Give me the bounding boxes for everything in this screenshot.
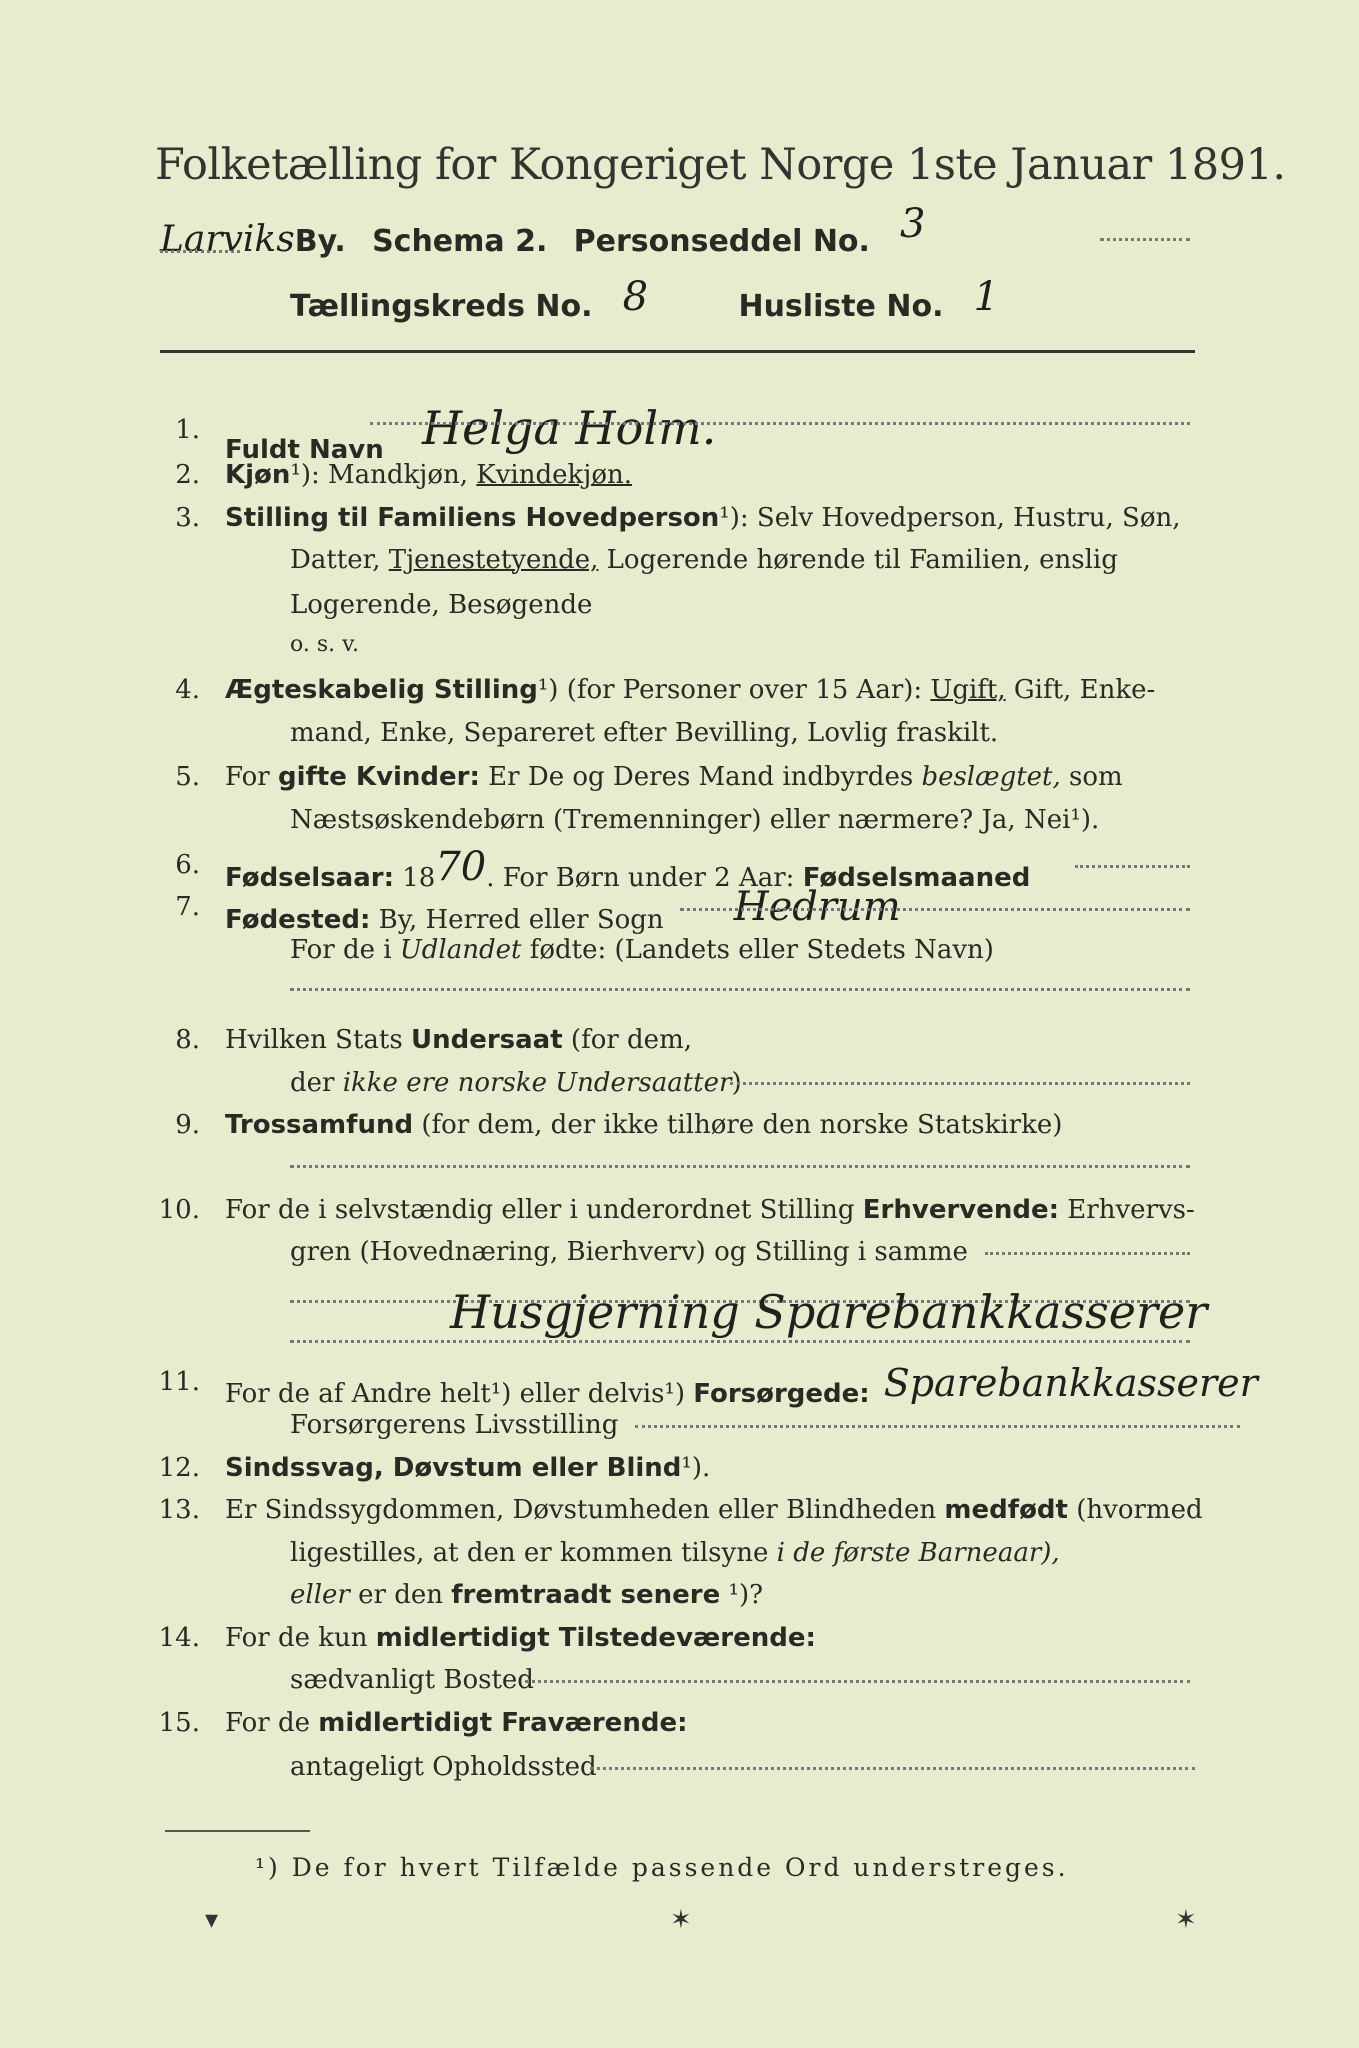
- footnote-divider: [165, 1830, 310, 1832]
- item-5-text-c: som: [1060, 762, 1123, 792]
- item-3-line-1: [225, 503, 1181, 533]
- item-4-selected-option: Ugift,: [930, 675, 1006, 705]
- item-10-number: 10.: [158, 1195, 200, 1225]
- item-13-line-1: [225, 1495, 1203, 1525]
- item-7-text-2a: For de i: [290, 935, 400, 965]
- item-15-dotted-line: [590, 1767, 1195, 1770]
- item-12-label: Sindssvag, Døvstum eller Blind: [225, 1453, 682, 1483]
- husliste-number: 1: [973, 274, 999, 320]
- item-14-number: 14.: [158, 1623, 200, 1653]
- item-4-label: Ægteskabelig Stilling: [225, 675, 538, 705]
- item-15-line-1: [225, 1708, 687, 1738]
- item-12-text: ¹).: [681, 1453, 711, 1483]
- item-11-text: For de af Andre helt¹) eller delvis¹): [225, 1379, 694, 1409]
- item-13-text-2a: ligestilles, at den er kommen tilsyne: [290, 1538, 777, 1568]
- item-11-label: Forsørgede:: [693, 1379, 870, 1409]
- kreds-label: Tællingskreds No.: [290, 289, 593, 324]
- item-14-line-1: [225, 1623, 816, 1653]
- item-13-text-a: Er Sindssygdommen, Døvstumheden eller Blindheden: [225, 1495, 945, 1525]
- by-handwritten: Larviks: [160, 219, 295, 260]
- item-13-line-2: [290, 1538, 1060, 1568]
- item-9: [225, 1110, 1062, 1140]
- husliste-label: Husliste No.: [738, 289, 944, 324]
- item-14-line-2: sædvanligt Bosted: [290, 1665, 534, 1695]
- kreds-number: 8: [622, 274, 649, 320]
- item-6-text-pre: 18: [394, 863, 436, 893]
- item-10-line-2: gren (Hovednæring, Bierhverv) og Stilling i samme: [290, 1237, 968, 1267]
- item-7-number: 7.: [175, 892, 200, 922]
- item-10-text-a: For de i selvstændig eller i underordnet Stilling: [225, 1195, 863, 1225]
- item-10-dotted-line-1: [985, 1252, 1190, 1255]
- item-4-line-1: [225, 675, 1155, 705]
- item-3-text-2a: Datter,: [290, 545, 389, 575]
- item-11-line-2: Forsørgerens Livsstilling: [290, 1410, 619, 1440]
- item-8-text-a: Hvilken Stats: [225, 1025, 411, 1055]
- item-7-line-2: [290, 935, 994, 965]
- item-13-text-3a: er den: [349, 1580, 452, 1610]
- item-13-text-3-italic: eller: [290, 1580, 350, 1610]
- item-3-line-3: Logerende, Besøgende: [290, 590, 593, 620]
- item-13-label: medfødt: [944, 1495, 1068, 1525]
- item-5-label: gifte Kvinder:: [277, 762, 480, 792]
- item-7-label: Fødested:: [225, 905, 371, 935]
- item-4-text-end: Gift, Enke-: [1005, 675, 1156, 705]
- item-6: [225, 844, 1031, 896]
- item-15-text: For de: [225, 1708, 319, 1738]
- by-dotted-line: [160, 250, 240, 253]
- item-1-label: Fuldt Navn: [225, 435, 384, 465]
- item-6-text-mid: . For Børn under 2 Aar:: [486, 863, 803, 893]
- item-7-text-italic: Udlandet: [399, 935, 522, 965]
- item-10-label: Erhvervende:: [862, 1195, 1060, 1225]
- item-1-number: 1.: [175, 415, 200, 445]
- item-1-dotted-line: [370, 422, 1190, 425]
- item-9-number: 9.: [175, 1110, 200, 1140]
- item-13-text-italic: i de første Barneaar),: [776, 1538, 1060, 1568]
- item-9-dotted-line: [290, 1165, 1190, 1168]
- item-11-line-1: [225, 1361, 1258, 1411]
- item-9-text: (for dem, der ikke tilhøre den norske Statskirke): [413, 1110, 1063, 1140]
- item-3-selected-option: Tjenestetyende,: [388, 545, 599, 575]
- item-11-number: 11.: [158, 1367, 200, 1397]
- item-6-dotted-line: [1075, 865, 1190, 868]
- item-8-line-2: [290, 1068, 742, 1098]
- personseddel-number: 3: [899, 201, 926, 247]
- stray-mark-left: ▾: [205, 1905, 219, 1935]
- item-5-text-b: Er De og Deres Mand indbyrdes: [479, 762, 922, 792]
- item-8-text-2a: der: [290, 1068, 343, 1098]
- item-2-number: 2.: [175, 460, 200, 490]
- item-11-answer: Sparebankkasserer: [883, 1361, 1258, 1405]
- schema-label: Schema 2.: [372, 224, 548, 259]
- item-13-number: 13.: [158, 1495, 200, 1525]
- item-7-answer: Hedrum: [733, 884, 901, 930]
- item-5-number: 5.: [175, 762, 200, 792]
- item-1-answer: Helga Holm.: [422, 401, 717, 455]
- item-5-line-2: Næstsøskendebørn (Tremenninger) eller nærmere? Ja, Nei¹).: [290, 805, 1100, 835]
- stray-mark-right: ✶: [1175, 1905, 1197, 1935]
- item-6-label: Fødselsaar:: [225, 863, 394, 893]
- item-3-line-2: [290, 545, 1118, 575]
- item-15-line-2: antageligt Opholdssted: [290, 1752, 597, 1782]
- form-title: Folketælling for Kongeriget Norge 1ste Januar 1891.: [155, 140, 1286, 190]
- item-5-line-1: [225, 762, 1123, 792]
- item-4-line-2: mand, Enke, Separeret efter Bevilling, Lovlig fraskilt.: [290, 718, 999, 748]
- item-11-dotted-line: [635, 1425, 1240, 1428]
- item-13-label-2: fremtraadt senere: [451, 1580, 721, 1610]
- item-14-dotted-line: [525, 1680, 1190, 1683]
- item-3-label: Stilling til Familiens Hovedperson: [225, 503, 720, 533]
- item-5-text-italic: beslægtet,: [921, 762, 1061, 792]
- item-2-label: Kjøn: [225, 460, 291, 490]
- personseddel-dotted-line: [1100, 238, 1190, 241]
- item-4-text: ¹) (for Personer over 15 Aar):: [537, 675, 931, 705]
- item-6-answer: 70: [435, 844, 487, 890]
- item-3-text: ¹): Selv Hovedperson, Hustru, Søn,: [719, 503, 1181, 533]
- header-row-1: [160, 201, 926, 261]
- item-8-label: Undersaat: [410, 1025, 563, 1055]
- item-12: [225, 1453, 710, 1483]
- item-8-dotted-line: [730, 1082, 1190, 1085]
- item-3-number: 3.: [175, 503, 200, 533]
- item-4-number: 4.: [175, 675, 200, 705]
- item-7-text: By, Herred eller Sogn: [370, 905, 664, 935]
- item-3-line-4: o. s. v.: [290, 632, 359, 657]
- header-divider: [160, 350, 1195, 353]
- item-8-number: 8.: [175, 1025, 200, 1055]
- item-8-text-2b: ): [731, 1068, 742, 1098]
- item-7-line-1: [225, 884, 901, 938]
- item-15-number: 15.: [158, 1708, 200, 1738]
- item-15-label: midlertidigt Fraværende:: [318, 1708, 688, 1738]
- item-10-answer: Husgjerning Sparebankkasserer: [450, 1285, 1208, 1339]
- personseddel-label: Personseddel No.: [573, 224, 870, 259]
- item-13-line-3: [290, 1580, 763, 1610]
- item-5-text-a: For: [225, 762, 278, 792]
- stray-mark-center: ✶: [670, 1905, 692, 1935]
- item-14-label: midlertidigt Tilstedeværende:: [375, 1623, 816, 1653]
- item-13-text-b: (hvormed: [1067, 1495, 1203, 1525]
- item-10-dotted-line-3: [290, 1340, 1190, 1343]
- item-10-text-b: Erhvervs-: [1059, 1195, 1195, 1225]
- item-6-label-2: Fødselsmaaned: [802, 863, 1031, 893]
- footnote: ¹) De for hvert Tilfælde passende Ord understreges.: [255, 1853, 1069, 1882]
- item-10-line-1: [225, 1195, 1195, 1225]
- item-2-selected-option: Kvindekjøn.: [476, 460, 632, 490]
- item-12-number: 12.: [158, 1453, 200, 1483]
- item-7-dotted-line-2: [290, 988, 1190, 991]
- item-9-label: Trossamfund: [225, 1110, 414, 1140]
- item-14-text: For de kun: [225, 1623, 376, 1653]
- item-7-dotted-line: [680, 908, 1190, 911]
- item-8-line-1: [225, 1025, 692, 1055]
- item-7-text-2b: fødte: (Landets eller Stedets Navn): [521, 935, 994, 965]
- item-3-text-2b: Logerende hørende til Familien, enslig: [598, 545, 1118, 575]
- item-13-text-3b: ¹)?: [720, 1580, 764, 1610]
- item-6-number: 6.: [175, 850, 200, 880]
- item-8-text-b: (for dem,: [562, 1025, 692, 1055]
- header-row-2: [290, 274, 999, 326]
- by-label: By.: [294, 224, 346, 259]
- item-2: [225, 460, 632, 490]
- item-8-text-italic: ikke ere norske Undersaatter: [342, 1068, 732, 1098]
- item-2-text: ¹): Mandkjøn,: [290, 460, 477, 490]
